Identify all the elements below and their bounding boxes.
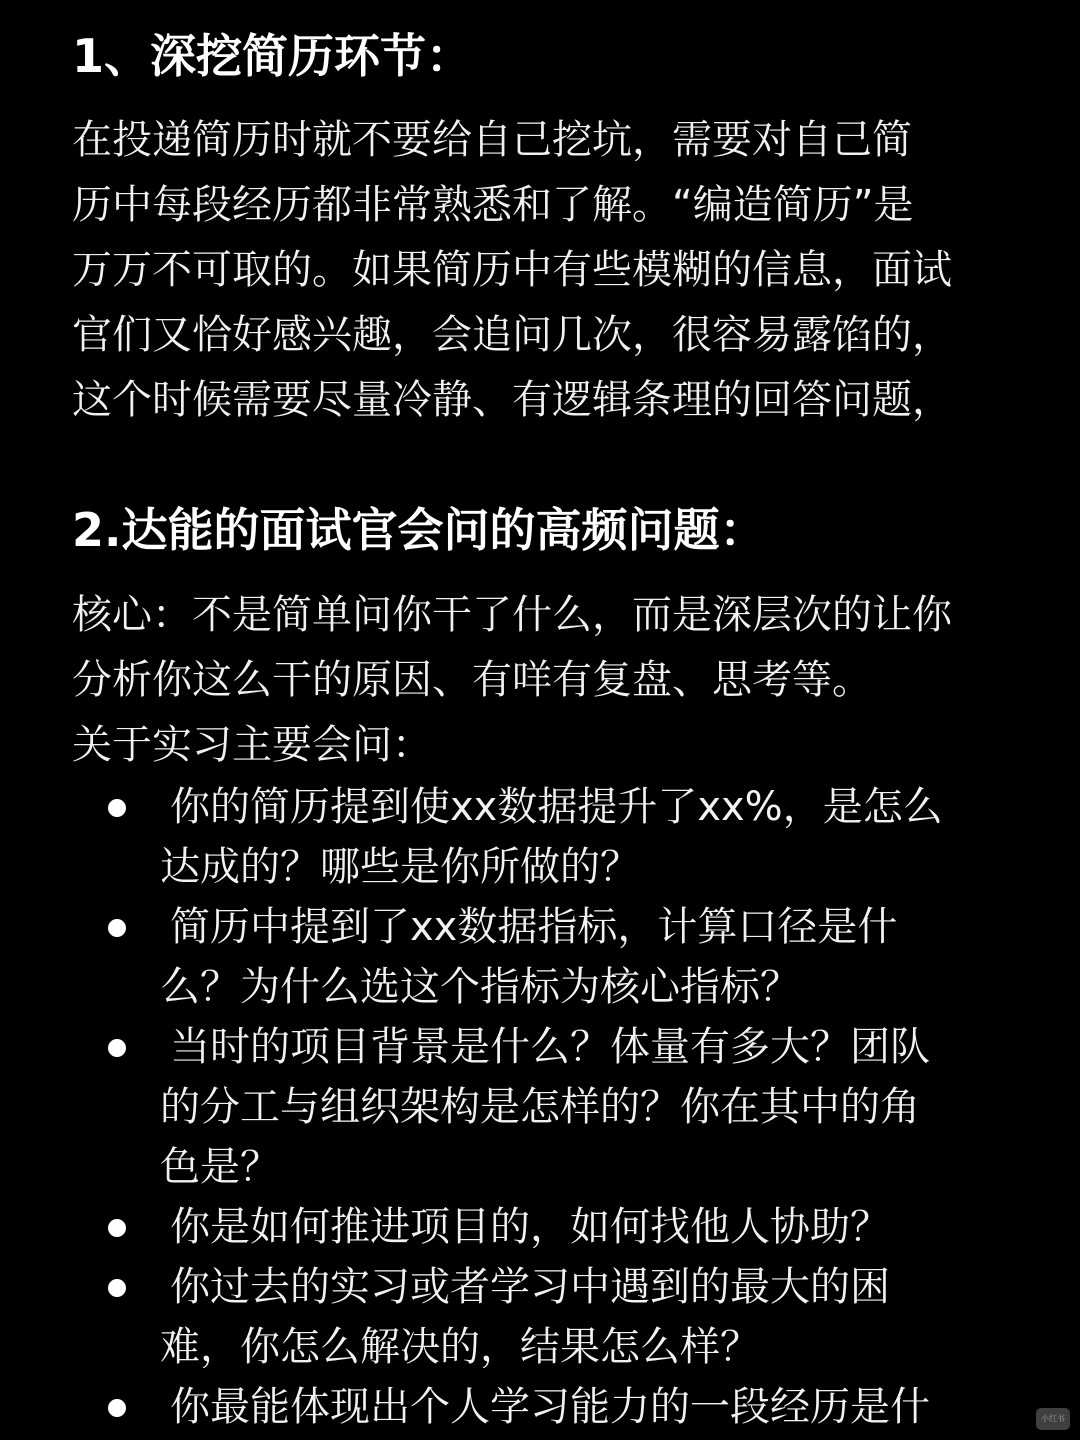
section-1-heading: 1、深挖简历环节： xyxy=(72,29,473,83)
intro-line: 关于实习主要会问： xyxy=(72,722,432,768)
bullet-dot-icon xyxy=(108,1399,126,1417)
paragraph-line: 历中每段经历都非常熟悉和了解。“编造简历”是 xyxy=(72,182,914,228)
question-line: 简历中提到了xx数据指标，计算口径是什 xyxy=(170,904,898,950)
question-text xyxy=(160,1257,1020,1377)
question-item xyxy=(0,1377,1080,1437)
paragraph-line: 在投递简历时就不要给自己挖坑，需要对自己简 xyxy=(72,117,912,163)
section-2-intro xyxy=(72,583,1017,778)
section-1-paragraph xyxy=(72,108,1017,433)
bullet-dot-icon xyxy=(108,1039,126,1057)
question-item xyxy=(0,1197,1080,1257)
paragraph-line: 这个时候需要尽量冷静、有逻辑条理的回答问题， xyxy=(72,377,952,423)
xiaohongshu-watermark-logo: 小红书 xyxy=(1036,1408,1070,1430)
question-item xyxy=(0,897,1080,1017)
question-line: 的分工与组织架构是怎样的？你在其中的角 xyxy=(160,1084,920,1130)
question-item xyxy=(0,1017,1080,1197)
question-line: 么？为什么选这个指标为核心指标？ xyxy=(160,964,800,1010)
question-line: 你的简历提到使xx数据提升了xx%，是怎么 xyxy=(170,784,943,830)
bullet-dot-icon xyxy=(108,799,126,817)
bullet-dot-icon xyxy=(108,1279,126,1297)
question-line: 达成的？哪些是你所做的？ xyxy=(160,844,640,890)
intro-line: 核心：不是简单问你干了什么，而是深层次的让你 xyxy=(72,592,952,638)
question-list xyxy=(0,777,1080,1437)
paragraph-line: 官们又恰好感兴趣，会追问几次，很容易露馅的， xyxy=(72,312,952,358)
question-text xyxy=(160,777,1020,897)
section-2-heading: 2.达能的面试官会问的高频问题： xyxy=(72,503,766,557)
question-text xyxy=(160,1017,1020,1197)
question-text xyxy=(160,1377,1020,1437)
question-item xyxy=(0,1257,1080,1377)
question-line: 你是如何推进项目的，如何找他人协助？ xyxy=(170,1204,890,1250)
question-line: 色是？ xyxy=(160,1144,280,1190)
bullet-dot-icon xyxy=(108,919,126,937)
question-line: 当时的项目背景是什么？体量有多大？团队 xyxy=(170,1024,930,1070)
question-text xyxy=(160,897,1020,1017)
paragraph-line: 万万不可取的。如果简历中有些模糊的信息，面试 xyxy=(72,247,952,293)
question-line: 你过去的实习或者学习中遇到的最大的困 xyxy=(170,1264,890,1310)
question-text xyxy=(160,1197,1020,1257)
intro-line: 分析你这么干的原因、有咩有复盘、思考等。 xyxy=(72,657,872,703)
question-item xyxy=(0,777,1080,897)
question-line: 难，你怎么解决的，结果怎么样？ xyxy=(160,1324,760,1370)
bullet-dot-icon xyxy=(108,1219,126,1237)
question-line: 你最能体现出个人学习能力的一段经历是什 xyxy=(170,1384,930,1430)
